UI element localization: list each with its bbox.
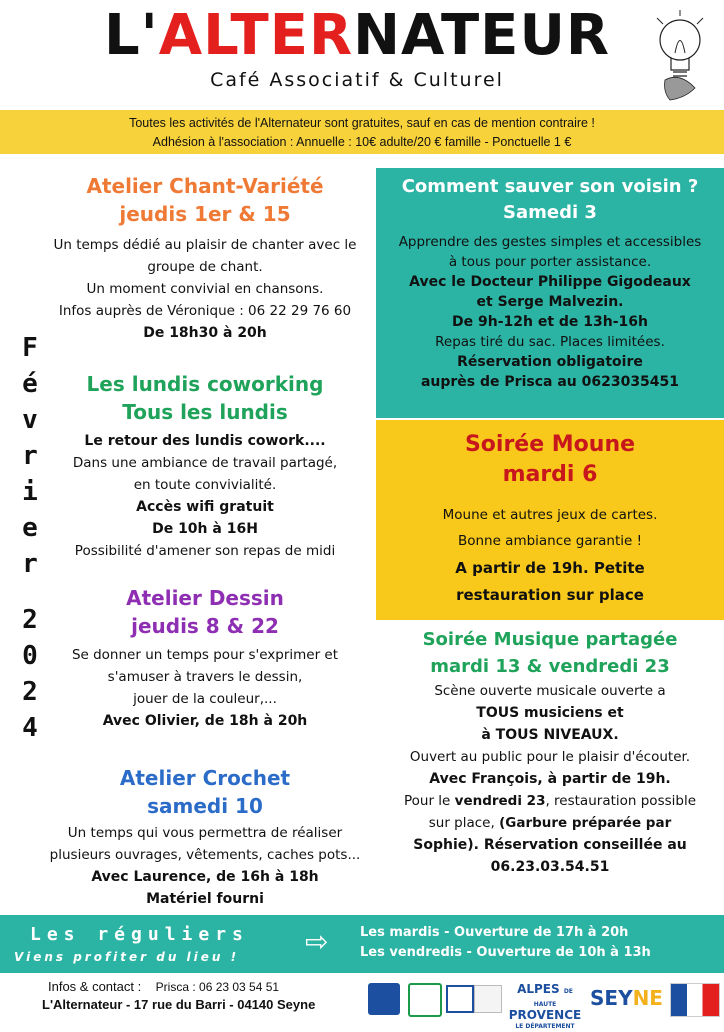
- event-time: A partir de 19h. Petite: [455, 559, 645, 577]
- caf-logo-icon: [368, 983, 400, 1015]
- logo: [85, 3, 629, 91]
- regulars-title: Les réguliers: [30, 924, 249, 945]
- event-text-bold: vendredi 23: [454, 793, 546, 809]
- event-time: Avec Laurence, de 16h à 18h: [91, 869, 319, 885]
- alpes-provence-logo: [506, 984, 584, 1032]
- event-text-part: , restauration possible: [545, 793, 697, 809]
- small-logo-icon: [474, 985, 502, 1013]
- month-letter: F: [22, 333, 38, 363]
- event-text-part: sur place,: [428, 815, 500, 831]
- event-title: Atelier Crochet: [119, 766, 291, 790]
- event-text: Scène ouverte musicale ouverte a: [434, 683, 666, 699]
- event-text: Un moment convivial en chansons.: [86, 281, 324, 297]
- contact-info: [20, 978, 350, 1014]
- month-letter: r: [22, 441, 38, 471]
- event-title: Atelier Dessin: [126, 586, 284, 610]
- event-text: à tous pour porter assistance.: [448, 254, 652, 270]
- event-title: Les lundis coworking: [86, 372, 324, 396]
- event-cowork: [45, 370, 365, 562]
- event-time: De 10h à 16H: [152, 521, 258, 537]
- event-chant: [45, 172, 365, 344]
- month-letter: é: [22, 369, 38, 399]
- event-time: Avec François, à partir de 19h.: [429, 771, 671, 787]
- event-text: groupe de chant.: [147, 259, 263, 275]
- event-text: Apprendre des gestes simples et accessibles: [398, 234, 702, 250]
- event-text: jouer de la couleur,...: [133, 691, 277, 707]
- year-digit: 0: [22, 641, 38, 671]
- contact-line: [20, 978, 350, 996]
- event-text: Ouvert au public pour le plaisir d'écouter.: [409, 749, 691, 765]
- event-date: jeudis 8 & 22: [131, 614, 279, 638]
- republique-francaise-logo-icon: [670, 983, 720, 1017]
- logo-rest: NATEUR: [353, 3, 611, 68]
- event-text: auprès de Prisca au 0623035451: [420, 374, 680, 390]
- regulars-schedule: [360, 923, 651, 963]
- logo-text: LE DÉPARTEMENT: [515, 1023, 575, 1030]
- contact-phone: Prisca : 06 23 03 54 51: [155, 980, 280, 994]
- leaf-logo-icon: [408, 983, 442, 1017]
- event-text: restauration sur place: [456, 586, 644, 604]
- event-text: Moune et autres jeux de cartes.: [442, 507, 658, 523]
- logo-text: NE: [632, 986, 663, 1010]
- event-phone: 06.23.03.54.51: [490, 859, 610, 875]
- logo-red-part: ALTER: [158, 3, 354, 68]
- event-text: Avec le Docteur Philippe Gigodeaux: [409, 274, 691, 290]
- logo-title: [85, 5, 629, 67]
- month-spacer: [10, 582, 50, 602]
- event-text: Possibilité d'amener son repas de midi: [74, 543, 336, 559]
- lightbulb-icon: [645, 8, 715, 108]
- month-letter: e: [22, 513, 38, 543]
- event-text: Dans une ambiance de travail partagé,: [72, 455, 338, 471]
- regulars-subtitle: Viens profiter du lieu !: [14, 950, 240, 964]
- event-text: [376, 790, 724, 812]
- year-digit: 4: [22, 713, 38, 743]
- event-text: Bonne ambiance garantie !: [457, 533, 643, 549]
- event-text: Accès wifi gratuit: [136, 499, 274, 515]
- month-letter: v: [22, 405, 38, 435]
- event-text: TOUS musiciens et: [476, 705, 624, 721]
- event-time: Avec Olivier, de 18h à 20h: [102, 713, 308, 729]
- logo-text: PROVENCE: [508, 1008, 582, 1022]
- event-moune: [376, 420, 724, 620]
- banner-line-1: Toutes les activités de l'Alternateur sont gratuites, sauf en cas de mention contraire !: [129, 116, 595, 130]
- event-text-part: Pour le: [403, 793, 455, 809]
- event-date: Samedi 3: [503, 202, 597, 223]
- event-text: Réservation obligatoire: [457, 354, 643, 370]
- logo-text: ALPES: [517, 982, 560, 996]
- event-text: à TOUS NIVEAUX.: [481, 727, 619, 743]
- event-text: Un temps dédié au plaisir de chanter avec le: [53, 237, 357, 253]
- event-dessin: [45, 584, 365, 732]
- year-digit: 2: [22, 605, 38, 635]
- month-letter: i: [22, 477, 38, 507]
- logo-subtitle: Café Associatif & Culturel: [210, 69, 504, 91]
- event-text: [376, 812, 724, 834]
- logo-text: SEY: [590, 986, 633, 1010]
- event-voisin: [376, 168, 724, 418]
- event-text: Se donner un temps pour s'exprimer et: [71, 647, 339, 663]
- event-text: Infos auprès de Véronique : 06 22 29 76 60: [58, 303, 352, 319]
- event-musique: [376, 626, 724, 878]
- arrow-right-icon: ⇨: [305, 925, 329, 958]
- event-text: s'amuser à travers le dessin,: [107, 669, 303, 685]
- month-letter: r: [22, 549, 38, 579]
- event-time: De 9h-12h et de 13h-16h: [452, 314, 648, 330]
- event-date: jeudis 1er & 15: [119, 202, 291, 226]
- event-title: Soirée Moune: [464, 432, 636, 457]
- event-date: samedi 10: [147, 794, 263, 818]
- event-text: Matériel fourni: [146, 891, 264, 907]
- event-text: plusieurs ouvrages, vêtements, caches pots...: [49, 847, 361, 863]
- event-text: Un temps qui vous permettra de réaliser: [67, 825, 343, 841]
- info-banner: [0, 110, 724, 154]
- event-text-bold: (Garbure préparée par: [499, 815, 672, 831]
- banner-line-2: Adhésion à l'association : Annuelle : 10€ adulte/20 € famille - Ponctuelle 1 €: [152, 135, 572, 149]
- event-date: Tous les lundis: [122, 400, 288, 424]
- month-vertical-label: [10, 330, 50, 746]
- event-text: et Serge Malvezin.: [476, 294, 624, 310]
- year-digit: 2: [22, 677, 38, 707]
- event-time: De 18h30 à 20h: [143, 325, 267, 341]
- contact-address: L'Alternateur - 17 rue du Barri - 04140 Seyne: [42, 997, 316, 1012]
- event-text: Le retour des lundis cowork....: [84, 433, 326, 449]
- event-text: Repas tiré du sac. Places limitées.: [435, 334, 665, 350]
- event-title: Atelier Chant-Variété: [86, 174, 324, 198]
- regulars-band: [0, 915, 724, 973]
- event-crochet: [45, 764, 365, 910]
- event-date: mardi 13 & vendredi 23: [430, 656, 670, 677]
- event-title: Soirée Musique partagée: [422, 629, 678, 650]
- logo-text: DE HAUTE: [533, 988, 573, 1008]
- event-text: Sophie). Réservation conseillée au: [413, 837, 687, 853]
- regulars-line: Les vendredis - Ouverture de 10h à 13h: [360, 945, 651, 960]
- logo-prefix: L': [103, 3, 159, 68]
- regulars-line: Les mardis - Ouverture de 17h à 20h: [360, 925, 629, 940]
- event-text: en toute convivialité.: [133, 477, 277, 493]
- event-date: mardi 6: [502, 462, 598, 487]
- event-title: Comment sauver son voisin ?: [401, 176, 699, 197]
- contact-label: Infos & contact :: [48, 979, 142, 994]
- book-logo-icon: [446, 985, 474, 1013]
- seyne-logo: [590, 986, 663, 1010]
